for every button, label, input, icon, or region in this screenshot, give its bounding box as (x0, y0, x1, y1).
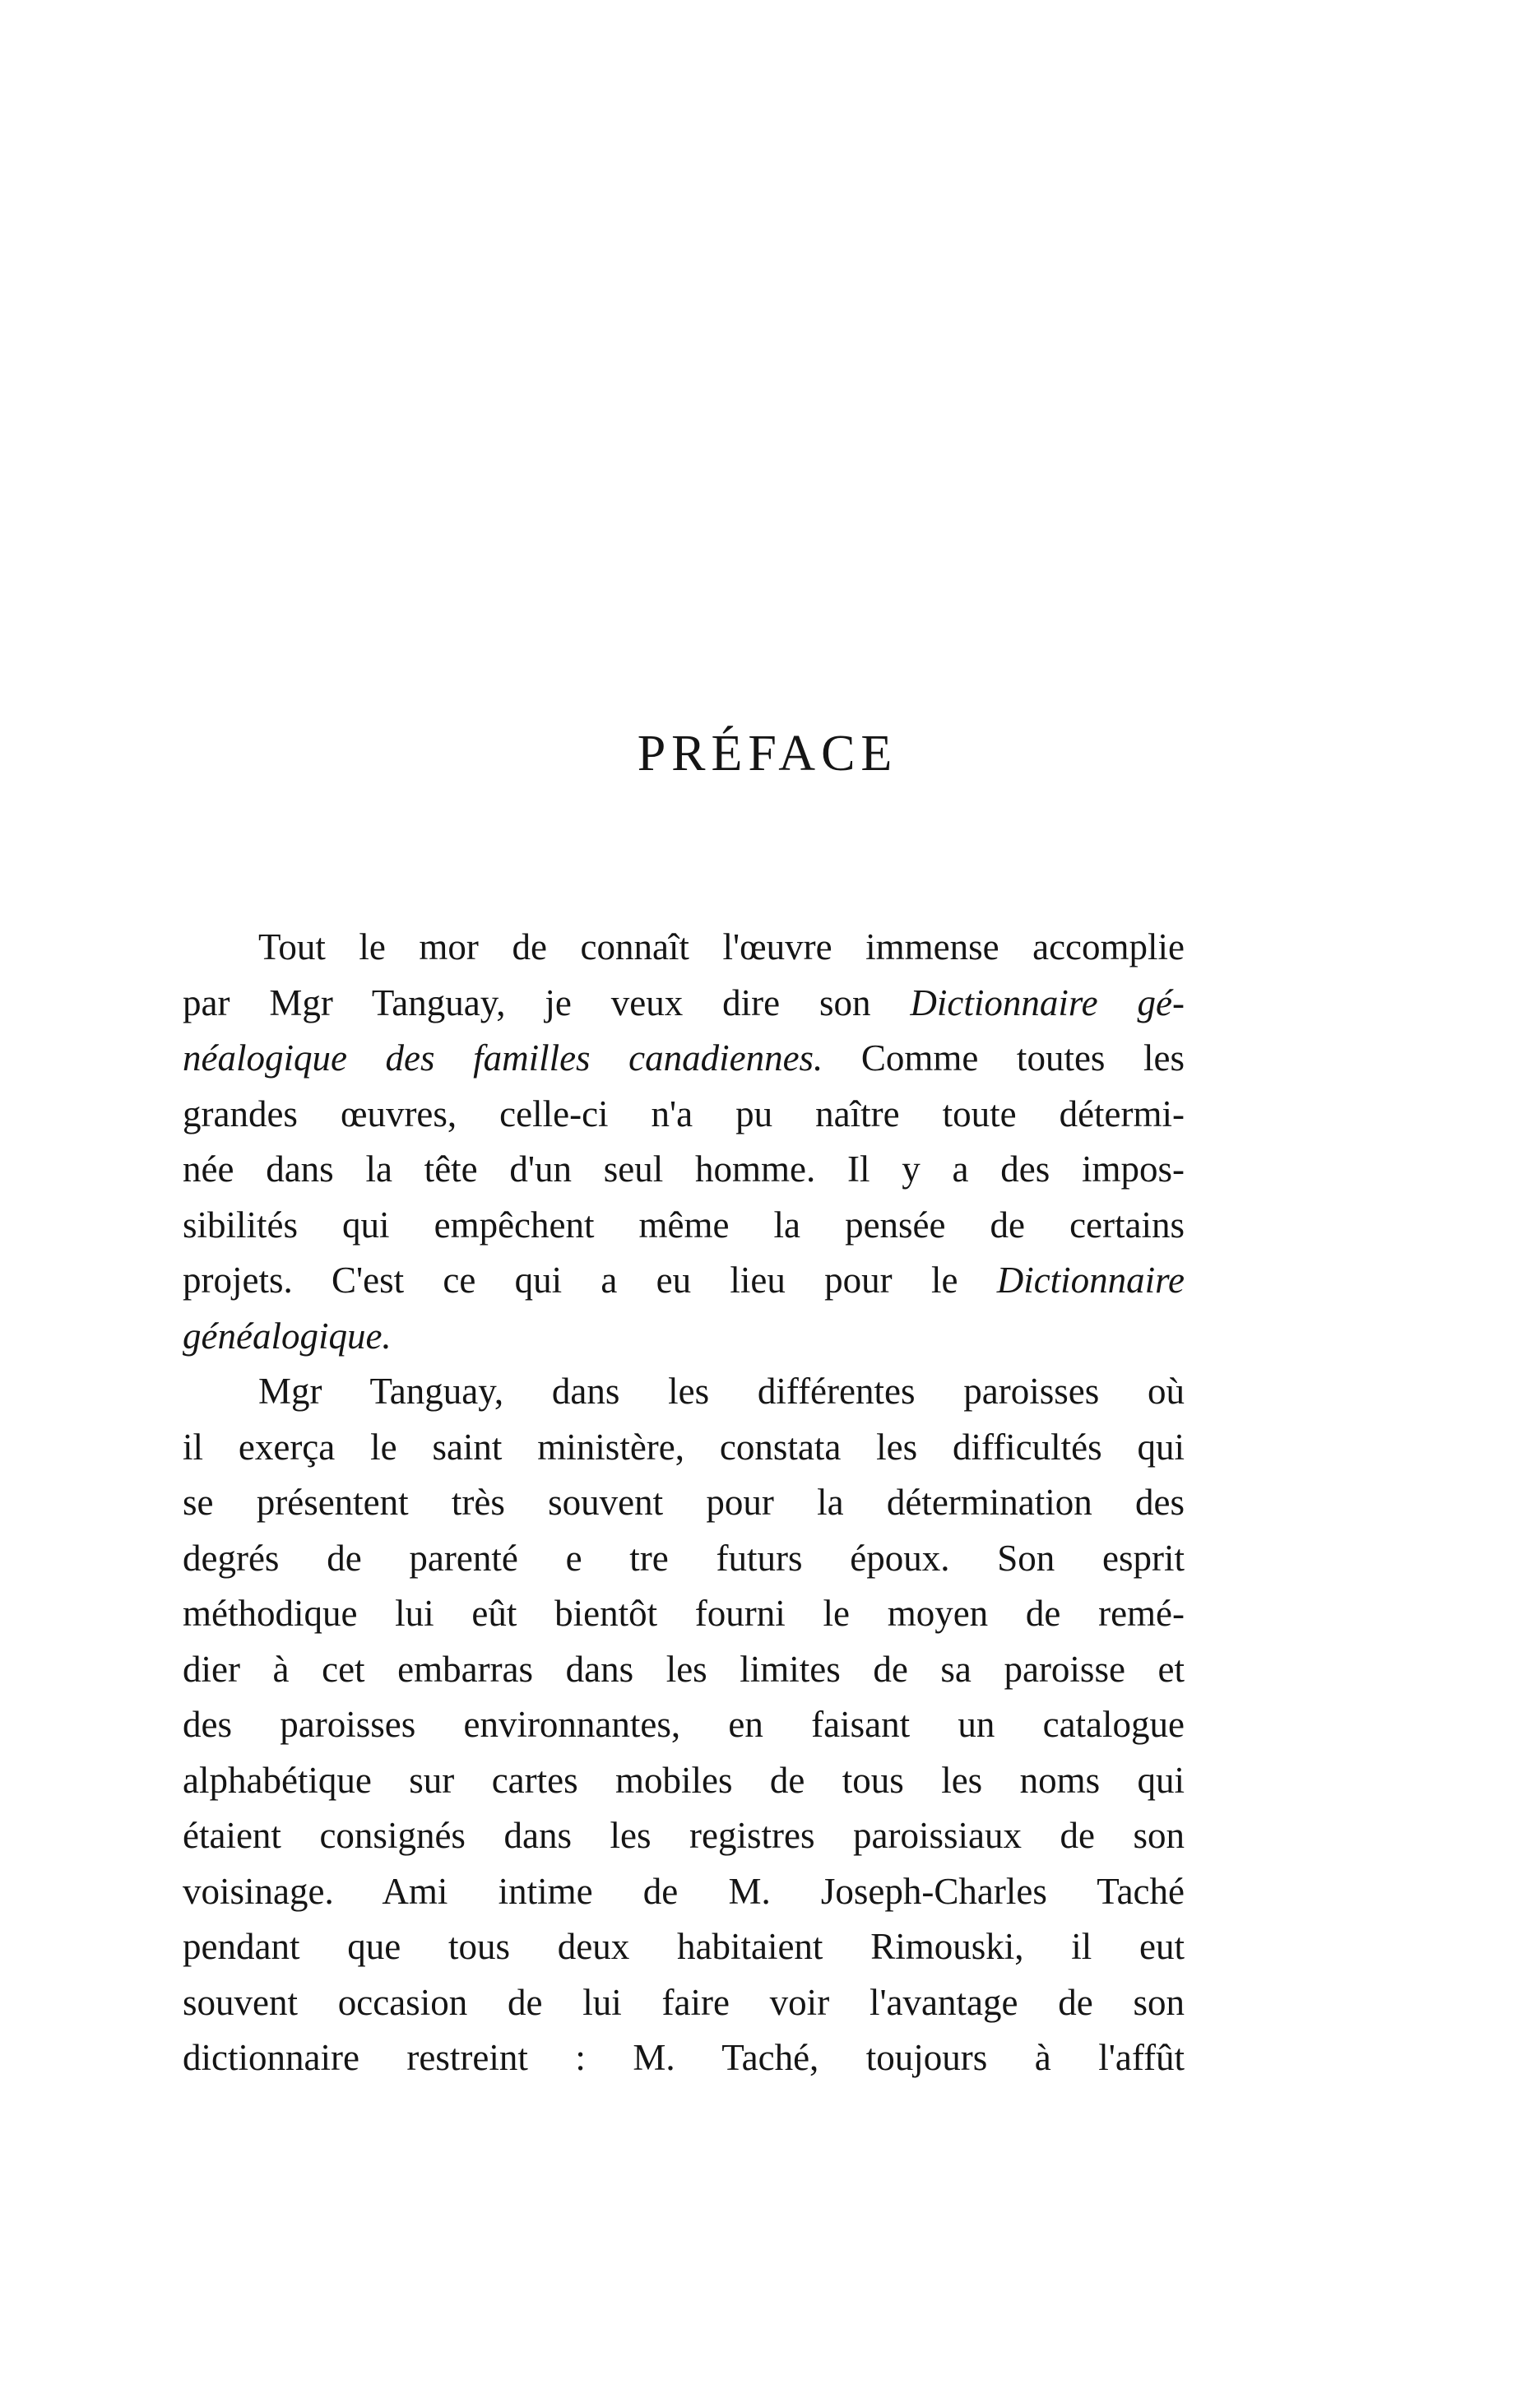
text-segment: se présentent très souvent pour la détermination des (183, 1482, 1185, 1523)
text-segment: Mgr Tanguay, dans les différentes paroisses où (258, 1371, 1185, 1412)
text-line (183, 1919, 1185, 1975)
text-segment: souvent occasion de lui faire voir l'avantage de son (183, 1981, 1185, 2023)
text-line (183, 976, 1185, 1032)
text-segment: par Mgr Tanguay, je veux dire son (183, 981, 911, 1023)
text-line (183, 2030, 1185, 2086)
text-segment: voisinage. Ami intime de M. Joseph-Charles Taché (183, 1870, 1185, 1912)
text-line (183, 1031, 1185, 1087)
text-line (183, 1142, 1185, 1198)
text-line (183, 920, 1185, 976)
text-line (183, 1808, 1185, 1864)
text-line (183, 1364, 1185, 1420)
text-segment: dictionnaire restreint : M. Taché, toujours à l'affût (183, 2037, 1185, 2078)
text-line (183, 1309, 1185, 1365)
text-segment: méthodique lui eût bientôt fourni le moyen de remé- (183, 1593, 1185, 1634)
text-segment: dier à cet embarras dans les limites de sa paroisse et (183, 1648, 1185, 1690)
text-line (183, 1975, 1185, 2031)
text-line (183, 1253, 1185, 1309)
text-line (183, 1753, 1185, 1809)
text-segment: étaient consignés dans les registres paroissiaux de son (183, 1815, 1185, 1856)
text-line (183, 1586, 1185, 1642)
text-segment: degrés de parenté e tre futurs époux. Son esprit (183, 1537, 1185, 1579)
italic-text-segment: Dictionnaire (996, 1260, 1185, 1301)
text-segment: alphabétique sur cartes mobiles de tous les noms qui (183, 1759, 1185, 1801)
text-segment: grandes œuvres, celle-ci n'a pu naître toute détermi- (183, 1093, 1185, 1134)
text-line (183, 1198, 1185, 1254)
text-line (183, 1864, 1185, 1920)
italic-text-segment: généalogique. (183, 1315, 392, 1357)
text-segment: sibilités qui empêchent même la pensée de certains (183, 1204, 1185, 1246)
italic-text-segment: néalogique des familles canadiennes. (183, 1037, 823, 1079)
text-line (183, 1697, 1185, 1753)
text-segment: Comme toutes les (823, 1037, 1185, 1079)
text-segment: née dans la tête d'un seul homme. Il y a des impos- (183, 1148, 1185, 1190)
text-line (183, 1642, 1185, 1698)
preface-body (183, 920, 1185, 2086)
page-title: PRÉFACE (637, 726, 898, 782)
text-line (183, 1420, 1185, 1476)
text-line (183, 1531, 1185, 1587)
text-segment: projets. C'est ce qui a eu lieu pour le (183, 1260, 997, 1301)
text-segment: il exerça le saint ministère, constata les difficultés qui (183, 1426, 1185, 1468)
text-segment: Tout le mor de connaît l'œuvre immense accomplie (258, 926, 1185, 967)
text-segment: des paroisses environnantes, en faisant un catalogue (183, 1704, 1185, 1745)
text-line (183, 1475, 1185, 1531)
italic-text-segment: Dictionnaire gé- (910, 981, 1185, 1023)
text-segment: pendant que tous deux habitaient Rimouski, il eut (183, 1926, 1185, 1967)
text-line (183, 1087, 1185, 1143)
